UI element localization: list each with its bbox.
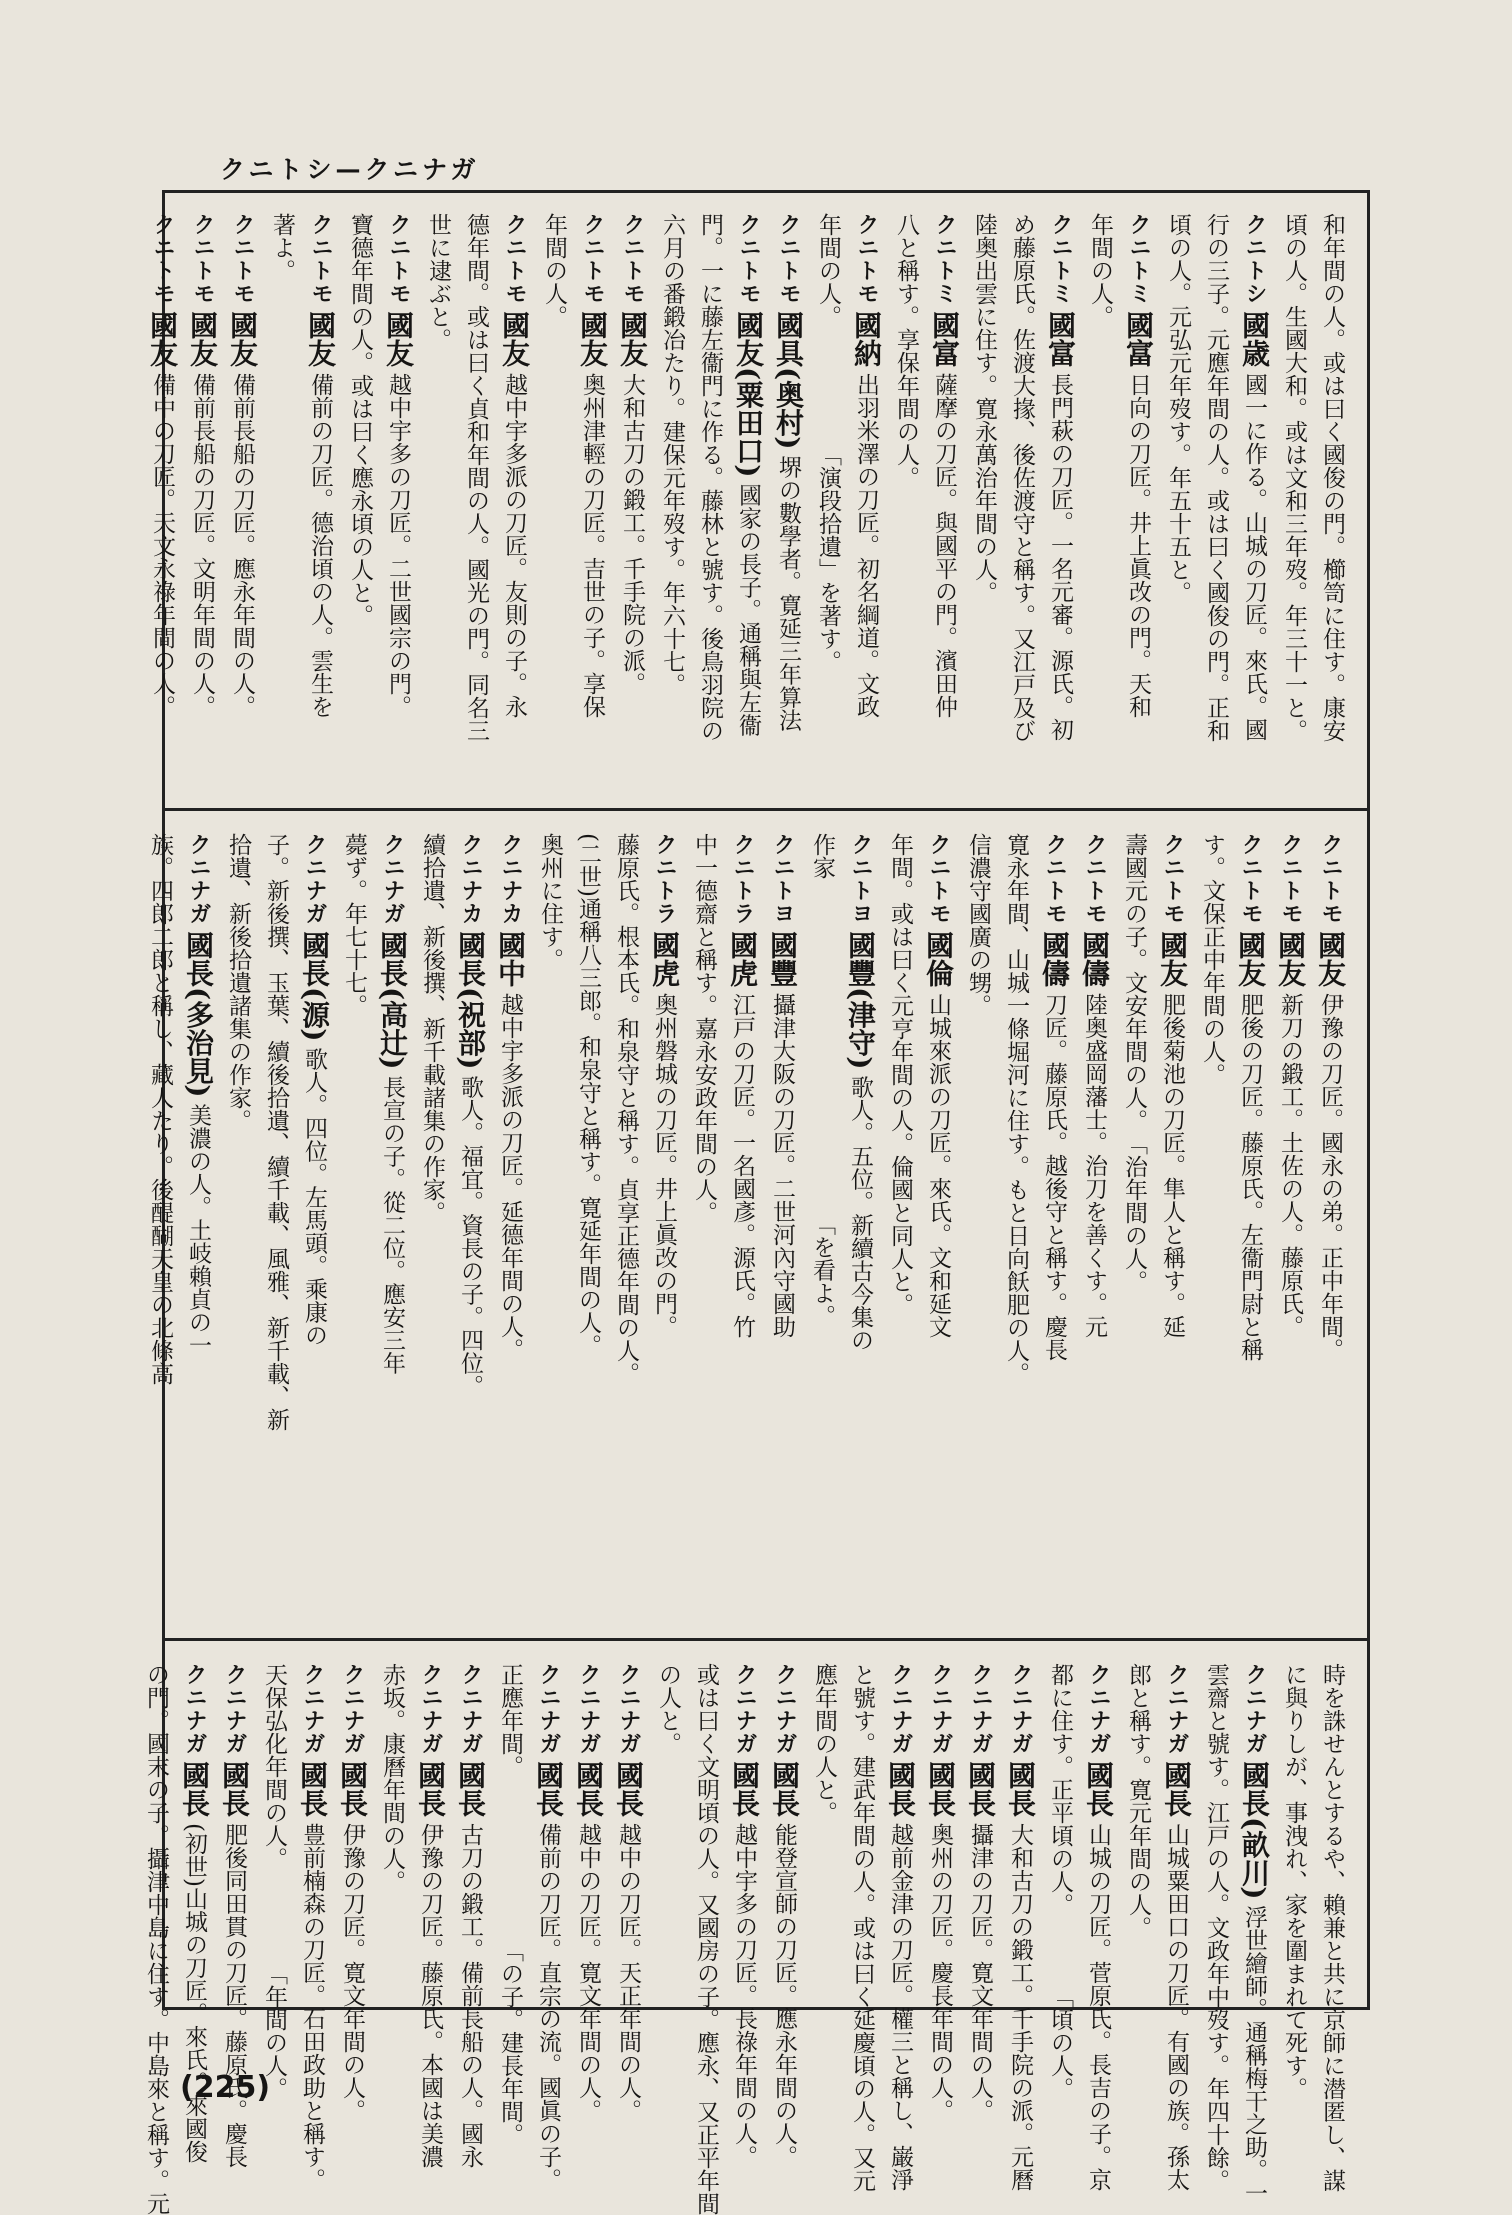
entry-description: 新刀の鍛工。土佐の人。藤原氏。 xyxy=(1277,993,1303,1338)
entry-reading: クニトモ xyxy=(736,213,761,305)
entry-headword: 國友 xyxy=(1314,931,1347,987)
entry-description: 越中の刀匠。寛文年間の人。 xyxy=(575,1823,601,2122)
entry-description: 陸奥盛岡藩士。治刀を善くす。元 xyxy=(1081,993,1107,1338)
entry-description: 越中宇多派の刀匠。延德年間の人。 xyxy=(497,993,523,1361)
continuation-line: 族。四郎二郎と稱し、藏人たり。後醍醐天皇の北條高 xyxy=(147,833,173,1385)
dictionary-entry xyxy=(1119,213,1157,803)
entry-headword: 國友 xyxy=(1234,931,1267,987)
entry-reading: クニトモ xyxy=(854,213,879,305)
entry-headword: 國倫 xyxy=(922,931,955,987)
entry-headword: 國友 xyxy=(382,311,415,367)
entry-reading: クニナガ xyxy=(888,1663,913,1755)
dictionary-entry xyxy=(1235,213,1273,803)
dictionary-entry xyxy=(961,1663,999,2122)
entry-description: 備前長船の刀匠。文明年間の人。 xyxy=(189,373,215,718)
entry-description: 攝津大阪の刀匠。二世河內守國助 xyxy=(769,993,795,1338)
entry-description: 越中宇多の刀匠。二世國宗の門。 xyxy=(385,373,411,718)
entry-headword: 國長 xyxy=(924,1761,957,1817)
entry-headword: 國長 xyxy=(414,1761,447,1817)
continuation-line: 陸奥出雲に住す。寛永萬治年間の人。 xyxy=(971,213,997,604)
dictionary-entry xyxy=(1001,1663,1039,2191)
entry-reading: クニナガ xyxy=(418,1663,443,1755)
continuation-line: 奥州に住す。 xyxy=(537,833,563,971)
entry-headword: 國長 xyxy=(884,1761,917,1817)
entry-reading: クニナガ xyxy=(928,1663,953,1755)
entry-reading: クニトシ xyxy=(1242,213,1267,305)
entry-reading: クニトモ xyxy=(1318,833,1343,925)
continuation-line: 行の三子。元應年間の人。或は曰く國俊の門。正和 xyxy=(1203,213,1229,742)
entry-description: 薩摩の刀匠。與國平の門。濱田仲 xyxy=(931,373,957,718)
dictionary-entry xyxy=(1231,833,1269,1623)
entry-headword: 國長(祝部) xyxy=(454,931,487,1070)
entry-reading: クニナガ xyxy=(380,833,405,925)
dictionary-entry xyxy=(183,213,221,803)
entry-description: 攝津の刀匠。寛文年間の人。 xyxy=(967,1823,993,2122)
continuation-line: 時を誅せんとするや、賴兼と共に京師に潜匿し、謀 xyxy=(1319,1663,1345,2192)
dictionary-entry xyxy=(729,213,767,803)
entry-description: 浮世繪師。通稱梅干之助。一 xyxy=(1241,1905,1267,2205)
continuation-line: 年間の人。 「演段拾遺」を著す。 xyxy=(815,213,841,673)
dictionary-entry xyxy=(143,213,181,803)
dictionary-entry xyxy=(295,833,333,1623)
entry-reading: クニトモ xyxy=(386,213,411,305)
entry-description: (初世)山城の刀匠。來氏。來國俊 xyxy=(181,1823,207,2163)
entry-reading: クニトモ xyxy=(620,213,645,305)
entry-reading: クニトラ xyxy=(730,833,755,925)
continuation-line: 門。一に藤左衞門に作る。藤林と號す。後鳥羽院の xyxy=(697,213,723,742)
continuation-line: の人と。 xyxy=(655,1663,681,1755)
entry-headword: 國豐(津守) xyxy=(844,931,877,1070)
entry-description: 大和古刀の鍛工。千手院の派。元曆 xyxy=(1007,1823,1033,2191)
dictionary-entry xyxy=(1041,213,1079,803)
entry-headword: 國富 xyxy=(928,311,961,367)
entry-reading: クニトラ xyxy=(652,833,677,925)
entry-reading: クニナガ xyxy=(1242,1663,1267,1755)
continuation-line: 年間。或は曰く元亨年間の人。倫國と同人と。 xyxy=(887,833,913,1316)
continuation-line: 頃の人。元弘元年歿す。年五十五と。 xyxy=(1165,213,1191,604)
dictionary-entry xyxy=(847,213,885,803)
entry-reading: クニトモ xyxy=(230,213,255,305)
dictionary-entry xyxy=(925,213,963,803)
entry-description: 歌人。福宜。資長の子。四位。 xyxy=(457,1075,483,1398)
entry-reading: クニトモ xyxy=(190,213,215,305)
entry-reading: クニトミ xyxy=(1126,213,1151,305)
entry-headword: 國友 xyxy=(1274,931,1307,987)
dictionary-entry xyxy=(881,1663,919,2191)
dictionary-entry xyxy=(175,1663,213,2163)
entry-description: 古刀の鍛工。備前長船の人。國永 xyxy=(457,1823,483,2168)
continuation-line: 薨ず。年七十七。 xyxy=(341,833,367,1017)
continuation-line: に與りしが、事洩れ、家を圍まれて死す。 xyxy=(1281,1663,1307,2100)
entry-description: 歌人。四位。左馬頭。乘康の xyxy=(301,1047,327,1347)
entry-headword: 國中 xyxy=(494,931,527,987)
entry-reading: クニナガ xyxy=(302,833,327,925)
dictionary-entry xyxy=(179,833,217,1623)
entry-reading: クニナガ xyxy=(1164,1663,1189,1755)
dictionary-entry xyxy=(613,213,651,803)
entry-headword: 國儔 xyxy=(1038,931,1071,987)
dictionary-entry xyxy=(223,213,261,803)
entry-description: 長門萩の刀匠。一名元審。源氏。初 xyxy=(1047,373,1073,741)
entry-headword: 國富 xyxy=(1122,311,1155,367)
entry-reading: クニナガ xyxy=(182,1663,207,1755)
continuation-line: (二世)通稱八三郎。和泉守と稱す。寛延年間の人。 xyxy=(575,833,601,1357)
entry-headword: 國友 xyxy=(576,311,609,367)
entry-headword: 國友(粟田口) xyxy=(732,311,765,478)
continuation-line: 八と稱す。享保年間の人。 xyxy=(893,213,919,489)
dictionary-entry xyxy=(1271,833,1309,1623)
dictionary-entry xyxy=(495,213,533,803)
continuation-line: 寶德年間の人。或は曰く應永頃の人と。 xyxy=(347,213,373,627)
continuation-line: す。文保正中年間の人。 xyxy=(1199,833,1225,1086)
dictionary-entry xyxy=(529,1663,567,2191)
entry-description: 奥州の刀匠。慶長年間の人。 xyxy=(927,1823,953,2122)
entry-reading: クニトモ xyxy=(502,213,527,305)
entry-reading: クニナガ xyxy=(772,1663,797,1755)
continuation-line: と號す。建武年間の人。或は曰く延慶頃の人。又元 xyxy=(849,1663,875,2192)
entry-description: 越前金津の刀匠。權三と稱し、巌淨 xyxy=(887,1823,913,2191)
entry-headword: 國歳 xyxy=(1238,311,1271,367)
entry-headword: 國長(源) xyxy=(298,931,331,1042)
entry-description: 刀匠。藤原氏。越後守と稱す。慶長 xyxy=(1041,993,1067,1361)
entry-headword: 國納 xyxy=(850,311,883,367)
section-middle xyxy=(147,833,1351,1623)
dictionary-entry xyxy=(451,833,489,1623)
dictionary-entry xyxy=(333,1663,371,2122)
continuation-line: 中一德齋と稱す。嘉永安政年間の人。 xyxy=(691,833,717,1224)
dictionary-entry xyxy=(1035,833,1073,1623)
dictionary-entry xyxy=(919,833,957,1623)
entry-headword: 國友 xyxy=(146,311,179,367)
entry-reading: クニナガ xyxy=(186,833,211,925)
entry-headword: 國虎 xyxy=(726,931,759,987)
continuation-line: 雲齋と號す。江戸の人。文政年中歿す。年四十餘。 xyxy=(1203,1663,1229,2192)
continuation-line: 年間の人。 xyxy=(1087,213,1113,328)
entry-reading: クニトヨ xyxy=(848,833,873,925)
continuation-line: 作家 「を看よ。 xyxy=(809,833,835,1328)
continuation-line: 著よ。 xyxy=(269,213,295,282)
entry-description: 越中の刀匠。天正年間の人。 xyxy=(615,1823,641,2122)
entry-headword: 國長 xyxy=(1160,1761,1193,1817)
entry-description: 奥州磐城の刀匠。井上眞改の門。 xyxy=(651,993,677,1338)
continuation-line: 赤坂。康曆年間の人。 xyxy=(379,1663,405,1893)
entry-description: 山城の刀匠。菅原氏。長吉の子。京 xyxy=(1085,1823,1111,2191)
entry-headword: 國友 xyxy=(304,311,337,367)
entry-reading: クニナガ xyxy=(340,1663,365,1755)
dictionary-entry xyxy=(301,213,339,803)
entry-headword: 國長(高辻) xyxy=(376,931,409,1070)
continuation-line: 正應年間。 「の子。建長年間。 xyxy=(497,1663,523,2146)
entry-headword: 國富 xyxy=(1044,311,1077,367)
entry-description: 越中宇多の刀匠。長祿年間の人。 xyxy=(731,1823,757,2168)
continuation-line: 都に住す。正平頃の人。 「頃の人。 xyxy=(1047,1663,1073,2100)
section-divider xyxy=(165,1638,1367,1641)
continuation-line: 郎と稱す。寛元年間の人。 xyxy=(1125,1663,1151,1939)
continuation-line: 信濃守國廣の甥。 xyxy=(965,833,991,1017)
dictionary-entry xyxy=(763,833,801,1623)
dictionary-entry xyxy=(1157,1663,1195,2191)
entry-reading: クニナガ xyxy=(300,1663,325,1755)
entry-headword: 國長 xyxy=(612,1761,645,1817)
continuation-line: 應年間の人と。 xyxy=(811,1663,837,1824)
entry-description: 國家の長子。通稱與左衞 xyxy=(735,483,761,737)
entry-headword: 國長 xyxy=(964,1761,997,1817)
entry-reading: クニトモ xyxy=(1042,833,1067,925)
entry-headword: 國友 xyxy=(1156,931,1189,987)
entry-headword: 國長 xyxy=(296,1761,329,1817)
entry-headword: 國長 xyxy=(178,1761,211,1817)
continuation-line: 壽國元の子。文安年間の人。 「治年間の人。 xyxy=(1121,833,1147,1293)
dictionary-entry xyxy=(451,1663,489,2168)
continuation-line: 和年間の人。或は曰く國俊の門。櫛笥に住す。康安 xyxy=(1319,213,1345,742)
entry-reading: クニナガ xyxy=(616,1663,641,1755)
page-number: (225) xyxy=(180,2070,271,2105)
entry-description: 山城來派の刀匠。來氏。文和延文 xyxy=(925,993,951,1338)
dictionary-entry xyxy=(841,833,879,1623)
dictionary-entry xyxy=(569,1663,607,2122)
dictionary-entry xyxy=(921,1663,959,2122)
continuation-line: 年間の人。 xyxy=(541,213,567,328)
entry-reading: クニトミ xyxy=(932,213,957,305)
entry-description: 國一に作る。山城の刀匠。來氏。國 xyxy=(1241,373,1267,741)
entry-reading: クニナガ xyxy=(536,1663,561,1755)
entry-reading: クニナカ xyxy=(458,833,483,925)
dictionary-entry xyxy=(1075,833,1113,1623)
entry-headword: 國長 xyxy=(336,1761,369,1817)
entry-headword: 國長 xyxy=(1004,1761,1037,1817)
entry-description: 豊前楠森の刀匠。石田政助と稱す。 xyxy=(299,1823,325,2191)
entry-description: 備中の刀匠。天文永祿年間の人。 xyxy=(149,373,175,718)
entry-headword: 國長 xyxy=(572,1761,605,1817)
entry-headword: 國友 xyxy=(186,311,219,367)
entry-description: 伊豫の刀匠。國永の弟。正中年間。 xyxy=(1317,993,1343,1361)
entry-headword: 國長 xyxy=(218,1761,251,1817)
entry-headword: 國長 xyxy=(728,1761,761,1817)
entry-reading: クニトモ xyxy=(1160,833,1185,925)
entry-headword: 國具(奥村) xyxy=(772,311,805,450)
continuation-line: 德年間。或は曰く貞和年間の人。國光の門。同名三 xyxy=(463,213,489,742)
entry-reading: クニナガ xyxy=(1086,1663,1111,1755)
dictionary-entry xyxy=(491,833,529,1623)
entry-description: 美濃の人。土岐賴貞の一 xyxy=(185,1103,211,1357)
entry-headword: 國長(畝川) xyxy=(1238,1761,1271,1900)
continuation-line: 世に逮ぶと。 xyxy=(425,213,451,351)
continuation-line: 六月の番鍛冶たり。建保元年歿す。年六十七。 xyxy=(659,213,685,696)
entry-reading: クニトモ xyxy=(1238,833,1263,925)
continuation-line: 寛永年間、山城一條堀河に住す。もと日向飫肥の人。 xyxy=(1003,833,1029,1385)
entry-reading: クニナガ xyxy=(576,1663,601,1755)
entry-reading: クニトモ xyxy=(580,213,605,305)
dictionary-entry xyxy=(411,1663,449,2168)
entry-reading: クニナガ xyxy=(222,1663,247,1755)
dictionary-entry xyxy=(1311,833,1349,1623)
entry-description: 歌人。五位。新續古今集の xyxy=(847,1075,873,1352)
entry-description: 堺の數學者。寛延三年算法 xyxy=(775,455,801,732)
entry-reading: クニトモ xyxy=(926,833,951,925)
entry-description: 伊豫の刀匠。藤原氏。本國は美濃 xyxy=(417,1823,443,2168)
entry-reading: クニトモ xyxy=(1278,833,1303,925)
entry-description: 江戸の刀匠。一名國彥。源氏。竹 xyxy=(729,993,755,1338)
entry-headword: 國友 xyxy=(616,311,649,367)
continuation-line: め藤原氏。佐渡大掾、後佐渡守と稱す。又江戸及び xyxy=(1009,213,1035,742)
dictionary-entry xyxy=(1079,1663,1117,2191)
continuation-line: 藤原氏。根本氏。和泉守と稱す。貞享正德年間の人。 xyxy=(613,833,639,1385)
entry-description: 肥後菊池の刀匠。隼人と稱す。延 xyxy=(1159,993,1185,1338)
continuation-line: 續拾遺、新後撰、新千載諸集の作家。 xyxy=(419,833,445,1224)
continuation-line: 子。新後撰、玉葉、續後拾遺、續千載、風雅、新千載、新 xyxy=(263,833,289,1431)
entry-reading: クニトモ xyxy=(308,213,333,305)
entry-reading: クニトモ xyxy=(1082,833,1107,925)
continuation-line: 拾遺、新後拾遺諸集の作家。 xyxy=(225,833,251,1132)
continuation-line: 天保弘化年間の人。 「年間の人。 xyxy=(261,1663,287,2100)
entry-reading: クニトモ xyxy=(776,213,801,305)
entry-description: 肥後の刀匠。藤原氏。左衞門尉と稱 xyxy=(1237,993,1263,1361)
entry-description: 日向の刀匠。井上眞改の門。天和 xyxy=(1125,373,1151,718)
entry-description: 備前長船の刀匠。應永年間の人。 xyxy=(229,373,255,718)
dictionary-entry xyxy=(725,1663,763,2168)
entry-headword: 國友 xyxy=(498,311,531,367)
entry-description: 備前の刀匠。德治頃の人。雲生を xyxy=(307,373,333,718)
entry-headword: 國長 xyxy=(768,1761,801,1817)
dictionary-entry xyxy=(293,1663,331,2191)
dictionary-entry xyxy=(573,213,611,803)
entry-reading: クニナガ xyxy=(968,1663,993,1755)
entry-headword: 國長 xyxy=(532,1761,565,1817)
entry-headword: 國儔 xyxy=(1078,931,1111,987)
entry-description: 山城粟田口の刀匠。有國の族。孫太 xyxy=(1163,1823,1189,2191)
entry-headword: 國長 xyxy=(1082,1761,1115,1817)
dictionary-entry xyxy=(1153,833,1191,1623)
entry-headword: 國虎 xyxy=(648,931,681,987)
entry-description: 奥州津輕の刀匠。吉世の子。享保 xyxy=(579,373,605,718)
dictionary-entry xyxy=(765,1663,803,2168)
entry-headword: 國友 xyxy=(226,311,259,367)
entry-description: 能登宣師の刀匠。應永年間の人。 xyxy=(771,1823,797,2168)
section-upper xyxy=(146,213,1351,803)
entry-reading: クニナガ xyxy=(1008,1663,1033,1755)
entry-reading: クニナガ xyxy=(458,1663,483,1755)
entry-description: 出羽米澤の刀匠。初名綱道。文政 xyxy=(853,373,879,718)
entry-headword: 國長(多治見) xyxy=(182,931,215,1098)
entry-reading: クニトヨ xyxy=(770,833,795,925)
dictionary-entry xyxy=(215,1663,253,2168)
entry-reading: クニナガ xyxy=(732,1663,757,1755)
entry-description: 伊豫の刀匠。寛文年間の人。 xyxy=(339,1823,365,2122)
continuation-line: 或は曰く文明頃の人。又國房の子。應永、又正平年間 xyxy=(693,1663,719,2215)
continuation-line: の門。國末の子。攝津中島に住す。中島來と稱す。元 xyxy=(143,1663,169,2215)
entry-description: 肥後同田貫の刀匠。藤原氏。慶長 xyxy=(221,1823,247,2168)
dictionary-entry xyxy=(609,1663,647,2122)
entry-headword: 國豐 xyxy=(766,931,799,987)
dictionary-entry xyxy=(379,213,417,803)
continuation-line: 頃の人。生國大和。或は文和三年歿。年三十一と。 xyxy=(1281,213,1307,742)
entry-headword: 國長 xyxy=(454,1761,487,1817)
entry-description: 大和古刀の鍛工。千手院の派。 xyxy=(619,373,645,695)
entry-reading: クニトミ xyxy=(1048,213,1073,305)
dictionary-entry xyxy=(373,833,411,1623)
entry-description: 越中宇多派の刀匠。友則の子。永 xyxy=(501,373,527,718)
dictionary-entry xyxy=(723,833,761,1623)
dictionary-entry xyxy=(769,213,807,803)
dictionary-entry xyxy=(645,833,683,1623)
entry-reading: クニトモ xyxy=(150,213,175,305)
entry-reading: クニナカ xyxy=(498,833,523,925)
entry-description: 備前の刀匠。直宗の流。國眞の子。 xyxy=(535,1823,561,2191)
running-title: クニトシ—クニナガ xyxy=(220,155,480,184)
entry-description: 長宣の子。從二位。應安三年 xyxy=(379,1075,405,1375)
section-divider xyxy=(165,808,1367,811)
dictionary-entry xyxy=(1235,1663,1273,2205)
